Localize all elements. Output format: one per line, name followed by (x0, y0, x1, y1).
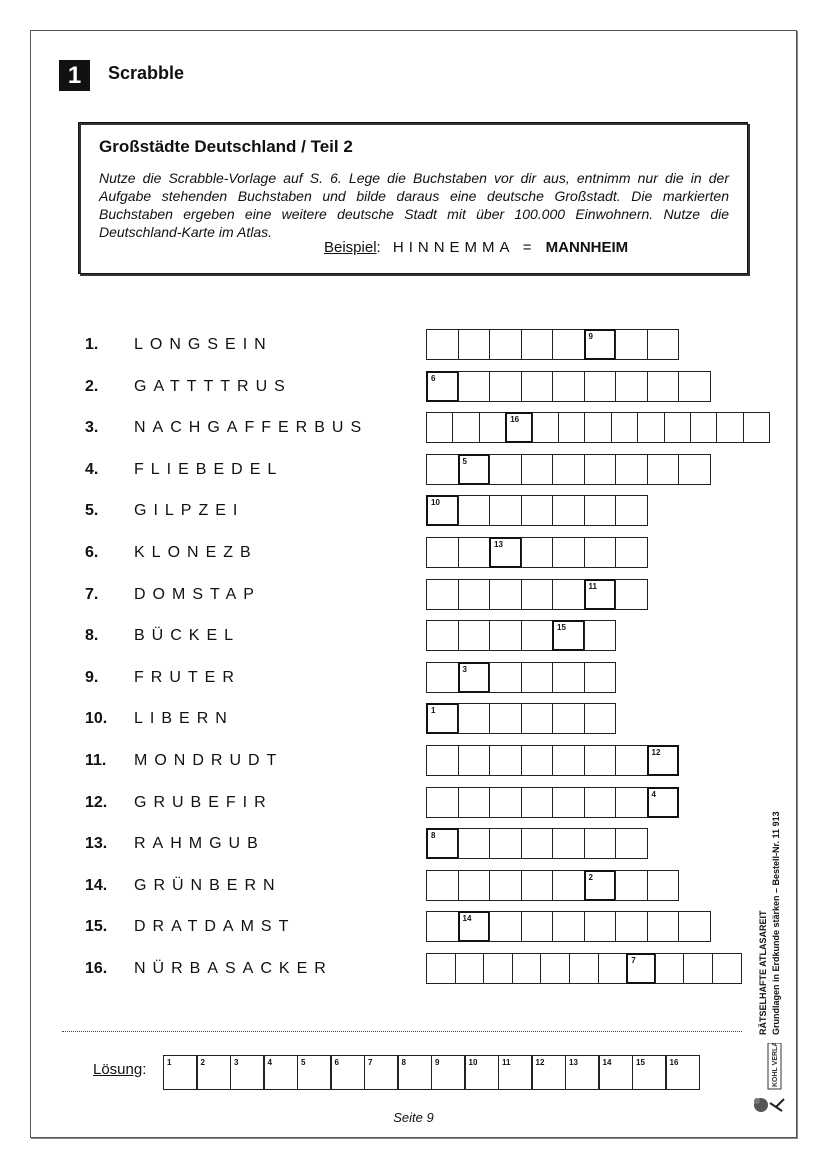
answer-cell[interactable] (521, 620, 554, 651)
scrambled-word: MONDRUDT (134, 752, 284, 769)
answer-cell[interactable] (552, 745, 585, 776)
answer-cell[interactable] (611, 412, 638, 443)
answer-cell[interactable] (569, 953, 599, 984)
answer-cell[interactable] (489, 828, 522, 859)
answer-cell[interactable] (521, 870, 554, 901)
answer-cell[interactable] (426, 870, 459, 901)
answer-cell-marked[interactable] (489, 537, 522, 568)
scrambled-word: NÜRBASACKER (134, 960, 333, 977)
solution-cell-index: 13 (569, 1058, 578, 1067)
cell-index-label: 14 (462, 914, 472, 924)
answer-cell[interactable] (647, 870, 680, 901)
solution-cell-index: 16 (669, 1058, 679, 1067)
answer-cell[interactable] (489, 329, 522, 360)
scrambled-word: GRUBEFIR (134, 793, 273, 811)
solution-cell-index: 3 (234, 1058, 239, 1067)
example-answer: MANNHEIM (545, 239, 629, 256)
answer-cell-marked[interactable] (584, 579, 617, 610)
scrambled-word: GATTTTRUS (134, 377, 292, 395)
cell-index-label: 12 (651, 748, 661, 757)
series-title: RÄTSELHAFTE ATLASAREIT (758, 910, 768, 1035)
answer-cell[interactable] (584, 662, 617, 693)
cell-index-label: 13 (494, 540, 503, 549)
solution-cell[interactable] (297, 1055, 331, 1090)
answer-cell[interactable] (489, 371, 522, 402)
answer-cell[interactable] (458, 870, 491, 901)
answer-cell[interactable] (458, 787, 491, 818)
answer-cell[interactable] (552, 828, 585, 859)
example-line: Beispiel: HINNEMMA = MANNHEIM (324, 239, 629, 256)
example-label: Beispiel (324, 239, 377, 256)
answer-cell[interactable] (584, 412, 611, 443)
answer-cell[interactable] (426, 620, 459, 651)
row-number: 11. (85, 752, 107, 769)
answer-cell[interactable] (489, 703, 522, 734)
answer-cell[interactable] (521, 537, 554, 568)
answer-cell[interactable] (489, 745, 522, 776)
answer-cell[interactable] (552, 454, 585, 485)
divider (62, 1031, 742, 1032)
answer-cell[interactable] (558, 412, 585, 443)
scrambled-word: FLIEBEDEL (134, 460, 284, 478)
answer-cell[interactable] (552, 329, 585, 360)
answer-cell[interactable] (552, 495, 585, 526)
answer-cell[interactable] (716, 412, 743, 443)
row-number: 14. (85, 876, 108, 894)
cell-index-label: 9 (588, 332, 593, 341)
answer-cell[interactable] (521, 703, 554, 734)
publisher-logo-icon (752, 1043, 786, 1115)
task-box (78, 122, 748, 274)
answer-cell[interactable] (540, 953, 570, 984)
answer-cell[interactable] (615, 495, 648, 526)
scrambled-word: RAHMGUB (134, 835, 265, 853)
answer-cell[interactable] (584, 828, 617, 859)
solution-cell[interactable] (532, 1055, 566, 1090)
solution-cell-index: 6 (334, 1058, 339, 1067)
answer-cell[interactable] (489, 579, 522, 610)
scrambled-word: LIBERN (134, 710, 234, 728)
answer-cell[interactable] (426, 454, 459, 485)
answer-cell[interactable] (489, 870, 522, 901)
scrambled-word: DOMSTAP (134, 585, 261, 603)
answer-cell[interactable] (426, 911, 459, 942)
row-number: 4. (85, 460, 99, 478)
answer-cell[interactable] (615, 537, 648, 568)
cell-index-label: 7 (631, 956, 636, 965)
solution-cell[interactable] (498, 1055, 532, 1090)
answer-cell[interactable] (552, 662, 585, 693)
answer-cell[interactable] (584, 745, 617, 776)
section-number-badge: 1 (59, 60, 90, 91)
answer-cell[interactable] (426, 745, 459, 776)
row-number: 3. (85, 419, 99, 437)
answer-cell-marked[interactable] (584, 870, 617, 901)
answer-cell[interactable] (479, 412, 506, 443)
scrambled-word: KLONEZB (134, 544, 258, 561)
answer-cell[interactable] (552, 703, 585, 734)
answer-cell[interactable] (521, 371, 554, 402)
answer-cell[interactable] (615, 329, 648, 360)
answer-cell[interactable] (552, 911, 585, 942)
answer-cell-marked[interactable] (458, 454, 491, 485)
cell-index-label: 15 (557, 623, 566, 633)
solution-cell-index: 14 (602, 1058, 612, 1067)
solution-cell[interactable] (666, 1055, 700, 1090)
page-number: Seite 9 (393, 1110, 434, 1125)
answer-cell[interactable] (426, 662, 459, 693)
answer-cell[interactable] (458, 371, 491, 402)
solution-cell[interactable] (331, 1055, 365, 1090)
answer-cell[interactable] (489, 787, 522, 818)
answer-cell[interactable] (584, 495, 617, 526)
cell-index-label: 5 (462, 456, 467, 466)
answer-cell[interactable] (615, 454, 648, 485)
row-number: 16. (85, 960, 108, 977)
answer-cell[interactable] (584, 454, 617, 485)
answer-cell-marked[interactable] (505, 412, 532, 443)
answer-cell[interactable] (452, 412, 479, 443)
answer-cell-marked[interactable] (426, 828, 459, 859)
answer-cell[interactable] (458, 703, 491, 734)
solution-cell-index: 5 (301, 1058, 306, 1067)
answer-cell[interactable] (615, 371, 648, 402)
answer-cell[interactable] (458, 537, 491, 568)
answer-cell-marked[interactable] (584, 329, 617, 360)
answer-cell[interactable] (664, 412, 691, 443)
answer-cell[interactable] (647, 911, 680, 942)
solution-cell-index: 1 (167, 1058, 172, 1067)
scrambled-word: GILPZEI (134, 502, 245, 520)
answer-cell[interactable] (615, 579, 648, 610)
answer-cell-marked[interactable] (426, 371, 459, 402)
solution-cell[interactable] (364, 1055, 398, 1090)
answer-cell-marked[interactable] (647, 787, 680, 818)
answer-cell-marked[interactable] (626, 953, 656, 984)
scrambled-word: NACHGAFFERBUS (134, 419, 369, 437)
answer-cell[interactable] (637, 412, 664, 443)
answer-cell[interactable] (655, 953, 685, 984)
answer-cell[interactable] (489, 495, 522, 526)
answer-cell[interactable] (552, 371, 585, 402)
answer-cell-marked[interactable] (426, 495, 459, 526)
solution-cell[interactable] (398, 1055, 432, 1090)
answer-cell[interactable] (512, 953, 542, 984)
answer-cell[interactable] (426, 953, 456, 984)
answer-cell[interactable] (690, 412, 717, 443)
answer-cell-marked[interactable] (552, 620, 585, 651)
row-number: 6. (85, 544, 99, 561)
solution-cell[interactable] (197, 1055, 231, 1090)
answer-cell[interactable] (521, 454, 554, 485)
answer-cell[interactable] (584, 537, 617, 568)
section-title: Scrabble (108, 63, 185, 83)
answer-cell[interactable] (489, 454, 522, 485)
solution-cell-index: 10 (468, 1058, 478, 1067)
solution-label: Lösung: (93, 1061, 147, 1078)
task-title: Großstädte Deutschland / Teil 2 (99, 137, 353, 156)
answer-cell[interactable] (678, 454, 711, 485)
cell-index-label: 2 (588, 872, 593, 882)
solution-cell-index: 11 (502, 1058, 511, 1067)
answer-cell[interactable] (584, 787, 617, 818)
answer-cell[interactable] (458, 579, 491, 610)
answer-cell[interactable] (647, 371, 680, 402)
svg-text:KOHL VERLAG: KOHL VERLAG (772, 1043, 779, 1087)
answer-cell[interactable] (552, 579, 585, 610)
answer-cell[interactable] (552, 870, 585, 901)
answer-cell[interactable] (712, 953, 742, 984)
row-number: 2. (85, 377, 99, 395)
cell-index-label: 3 (462, 664, 467, 674)
cell-index-label: 8 (431, 831, 436, 841)
answer-cell[interactable] (678, 371, 711, 402)
answer-cell[interactable] (426, 329, 459, 360)
cell-index-label: 11 (588, 581, 597, 591)
answer-cell[interactable] (615, 870, 648, 901)
row-number: 10. (85, 710, 108, 728)
row-number: 12. (85, 793, 108, 811)
row-number: 8. (85, 627, 99, 645)
answer-cell[interactable] (521, 329, 554, 360)
cell-index-label: 6 (431, 373, 436, 383)
scrambled-word: GRÜNBERN (134, 876, 282, 894)
series-imprint (757, 811, 783, 1035)
row-number: 15. (85, 918, 108, 936)
answer-cell[interactable] (458, 329, 491, 360)
example-letters: HINNEMMA (392, 239, 515, 256)
answer-cell[interactable] (521, 911, 554, 942)
answer-cell[interactable] (598, 953, 628, 984)
solution-cell[interactable] (465, 1055, 499, 1090)
solution-cell[interactable] (163, 1055, 197, 1090)
answer-cell[interactable] (678, 911, 711, 942)
scrambled-word: BÜCKEL (134, 627, 241, 645)
answer-cell-marked[interactable] (647, 745, 680, 776)
solution-cell-index: 8 (401, 1058, 406, 1067)
answer-cell[interactable] (584, 371, 617, 402)
solution-cell-index: 12 (535, 1058, 545, 1067)
series-subtitle: Grundlagen in Erdkunde stärken – Bestell-Nr. 11 913 (771, 811, 781, 1035)
solution-cell-index: 15 (636, 1058, 645, 1067)
solution-cell[interactable] (599, 1055, 633, 1090)
solution-cell[interactable] (565, 1055, 599, 1090)
answer-cell-marked[interactable] (458, 911, 491, 942)
answer-cell[interactable] (426, 787, 459, 818)
answer-cell[interactable] (615, 828, 648, 859)
answer-cell[interactable] (532, 412, 559, 443)
scrambled-word: DRATDAMST (134, 918, 296, 936)
scrambled-word: LONGSEIN (134, 336, 273, 353)
answer-cell[interactable] (458, 828, 491, 859)
answer-cell[interactable] (521, 787, 554, 818)
answer-cell[interactable] (426, 579, 459, 610)
answer-cell[interactable] (584, 911, 617, 942)
row-number: 13. (85, 835, 108, 853)
answer-cell[interactable] (521, 745, 554, 776)
row-number: 9. (85, 668, 99, 686)
answer-cell[interactable] (584, 703, 617, 734)
answer-cell[interactable] (615, 911, 648, 942)
answer-cell[interactable] (521, 662, 554, 693)
row-number: 1. (85, 336, 99, 353)
answer-cell[interactable] (647, 454, 680, 485)
solution-cell-index: 9 (435, 1058, 440, 1067)
answer-cell[interactable] (552, 787, 585, 818)
answer-cell[interactable] (615, 745, 648, 776)
solution-cell[interactable] (431, 1055, 465, 1090)
row-number: 5. (85, 502, 99, 520)
task-instructions: Nutze die Scrabble-Vorlage auf S. 6. Lege die Buchstaben vor dir aus, entnimm nur die in der Aufgabe stehenden Buchstaben und bilde daraus eine deutsche Großstadt. Die markierten Buchstaben ergeben eine weitere deutsche Stadt mit über 100.000 Einwohnern. Nutze die Deutschland-Karte im Atlas. (99, 170, 729, 240)
cell-index-label: 4 (651, 789, 656, 799)
answer-cell[interactable] (458, 745, 491, 776)
answer-cell[interactable] (683, 953, 713, 984)
scrambled-word: FRUTER (134, 668, 241, 686)
cell-index-label: 1 (431, 706, 436, 716)
solution-cell-index: 4 (267, 1058, 272, 1067)
solution-cell-index: 7 (368, 1058, 373, 1067)
row-number: 7. (85, 585, 99, 603)
answer-cell[interactable] (584, 620, 617, 651)
answer-cell[interactable] (458, 495, 491, 526)
answer-cell[interactable] (455, 953, 485, 984)
solution-cell[interactable] (264, 1055, 298, 1090)
example-equals: = (522, 239, 532, 256)
answer-cell[interactable] (521, 495, 554, 526)
answer-cell[interactable] (552, 537, 585, 568)
answer-cell[interactable] (647, 329, 680, 360)
cell-index-label: 10 (431, 498, 440, 508)
solution-cell-index: 2 (200, 1058, 205, 1067)
answer-cell[interactable] (521, 579, 554, 610)
answer-cell-marked[interactable] (426, 703, 459, 734)
answer-cell[interactable] (483, 953, 513, 984)
answer-cell[interactable] (426, 537, 459, 568)
answer-cell[interactable] (615, 787, 648, 818)
answer-cell[interactable] (489, 620, 522, 651)
solution-cell[interactable] (230, 1055, 264, 1090)
answer-cell[interactable] (743, 412, 770, 443)
answer-cell[interactable] (489, 911, 522, 942)
answer-cell[interactable] (489, 662, 522, 693)
answer-cell[interactable] (521, 828, 554, 859)
answer-cell[interactable] (426, 412, 453, 443)
solution-cell[interactable] (632, 1055, 666, 1090)
answer-cell[interactable] (458, 620, 491, 651)
answer-cell-marked[interactable] (458, 662, 491, 693)
cell-index-label: 16 (510, 415, 520, 425)
